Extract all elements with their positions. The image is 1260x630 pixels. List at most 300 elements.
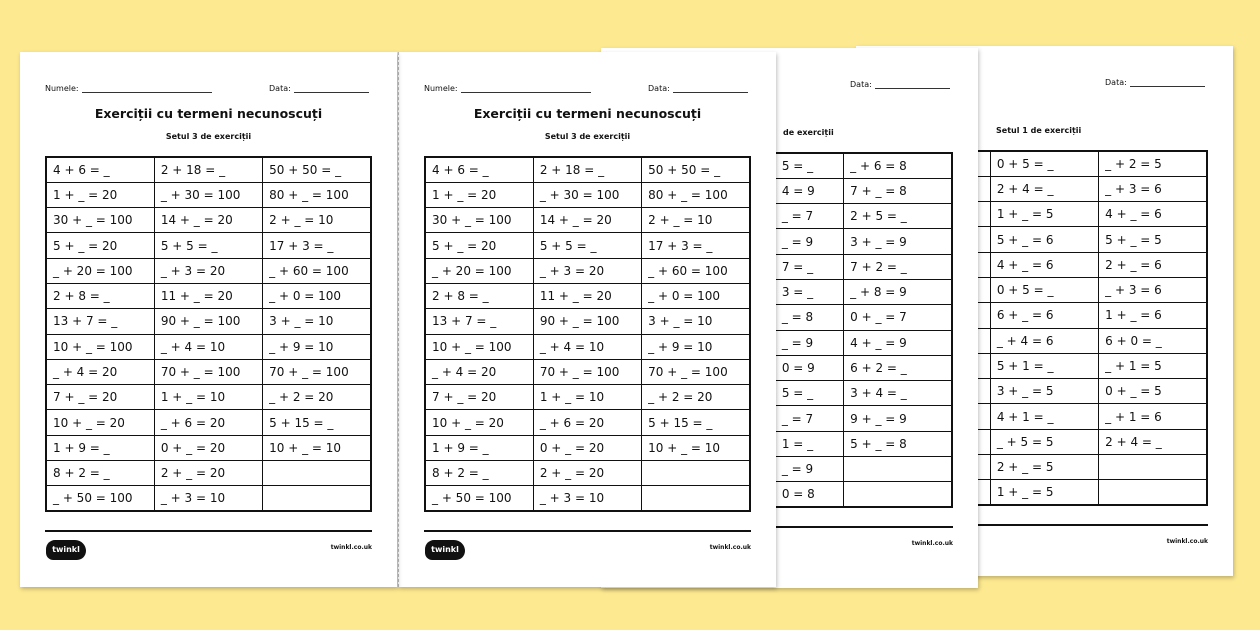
exercise-cell [990,303,1098,328]
exercise-row [425,385,750,410]
equation-text[interactable]: 4 + _ = 9 [850,335,907,350]
exercise-cell [425,334,533,359]
exercise-table [424,156,751,512]
equation-text[interactable]: _ + 2 = 20 [648,390,713,405]
exercise-cell [990,429,1098,454]
exercise-cell [844,406,952,431]
equation-text[interactable]: 5 + 15 = _ [648,415,713,430]
equation-text[interactable]: _ + 5 = 5 [996,434,1054,449]
exercise-table [45,156,372,512]
equation-text[interactable]: 1 + _ = 6 [1105,308,1162,323]
equation-text[interactable]: 3 = _ [781,285,814,300]
equation-text[interactable]: 10 + _ = 100 [432,339,512,354]
equation-text[interactable]: 7 + _ = 20 [53,390,118,405]
equation-text[interactable]: 30 + _ = 100 [432,213,512,228]
equation-text[interactable]: 5 = _ [781,158,814,173]
exercise-row [425,486,750,511]
equation-text[interactable]: 14 + _ = 20 [160,213,233,228]
exercise-cell [46,233,154,258]
equation-text[interactable]: 2 + 5 = _ [850,209,907,224]
equation-text[interactable]: _ + 9 = 10 [648,339,713,354]
equation-text[interactable]: 2 + 18 = _ [160,162,226,177]
equation-text[interactable]: 4 = 9 [781,183,815,198]
equation-text[interactable]: 6 + _ = 6 [996,308,1054,323]
exercise-cell [154,486,262,511]
equation-text[interactable]: 2 + _ = 20 [160,466,226,481]
exercise-cell [46,385,154,410]
equation-text[interactable]: _ + 0 = 100 [648,289,721,304]
equation-text[interactable]: _ + 20 = 100 [432,263,512,278]
exercise-cell [990,455,1098,480]
exercise-cell [990,277,1098,302]
equation-text[interactable]: _ + 4 = 20 [53,365,118,380]
exercise-cell [46,334,154,359]
equation-text[interactable]: 70 + _ = 100 [269,365,349,380]
equation-text[interactable]: _ + 30 = 100 [160,187,241,202]
date-field [1105,78,1205,87]
equation-text[interactable]: 1 + _ = 10 [539,390,605,405]
equation-text[interactable]: 1 + _ = 10 [160,390,226,405]
exercise-cell [154,283,262,308]
equation-text[interactable]: 17 + 3 = _ [648,238,713,253]
equation-text[interactable]: 6 + 2 = _ [850,361,907,376]
exercise-cell [425,309,533,334]
exercise-cell [46,486,154,511]
exercise-cell [844,204,952,229]
equation-text[interactable]: 4 + 1 = _ [996,409,1054,424]
equation-text[interactable]: _ + 0 = 100 [269,289,342,304]
equation-text[interactable]: _ = 7 [781,411,814,426]
exercise-cell [533,461,641,486]
exercise-cell [263,233,371,258]
worksheet-subtitle: de exerciții [783,128,834,137]
exercise-cell [263,309,371,334]
equation-text[interactable]: 1 + 9 = _ [53,440,110,455]
exercise-cell [533,258,641,283]
equation-text[interactable]: 0 + _ = 7 [850,310,907,325]
equation-text[interactable]: 70 + _ = 100 [648,365,728,380]
exercise-row [425,283,750,308]
exercise-cell [990,480,1098,505]
equation-text[interactable]: 70 + _ = 100 [160,365,241,380]
exercise-cell [844,381,952,406]
equation-text[interactable]: 7 + 2 = _ [850,259,907,274]
exercise-cell [1099,252,1207,277]
exercise-cell [425,208,533,233]
equation-text[interactable]: 11 + _ = 20 [539,289,612,304]
exercise-cell [46,435,154,460]
exercise-cell [642,283,750,308]
exercise-cell [154,461,262,486]
exercise-row [425,258,750,283]
exercise-cell [844,305,952,330]
exercise-cell [154,334,262,359]
equation-text[interactable]: _ + 3 = 20 [160,263,226,278]
date-field [850,80,950,89]
exercise-cell [642,182,750,207]
equation-text[interactable]: 0 + 5 = _ [996,283,1054,298]
equation-text[interactable]: 2 + _ = 5 [996,460,1054,475]
equation-text[interactable]: 3 + _ = 9 [850,234,907,249]
equation-text[interactable]: 7 + _ = 20 [432,390,497,405]
exercise-cell [263,486,371,511]
equation-text[interactable]: 3 + 4 = _ [850,386,907,401]
website-url: twinkl.co.uk [911,540,953,547]
exercise-row [46,233,371,258]
exercise-cell [844,330,952,355]
equation-text[interactable]: 50 + 50 = _ [648,162,721,177]
equation-text[interactable]: 5 + 15 = _ [269,415,334,430]
equation-text[interactable]: 2 + 8 = _ [53,289,110,304]
exercise-row [425,233,750,258]
equation-text[interactable]: _ = 9 [781,462,814,477]
exercise-row [46,410,371,435]
name-label: Numele: [45,84,79,93]
exercise-row [425,359,750,384]
exercise-cell [642,334,750,359]
equation-text[interactable]: 14 + _ = 20 [539,213,612,228]
exercise-cell [533,486,641,511]
equation-text[interactable]: _ + 3 = 10 [160,491,226,506]
exercise-cell [844,153,952,178]
exercise-cell [533,309,641,334]
equation-text[interactable]: 2 + 4 = _ [1105,434,1162,449]
exercise-cell [1099,176,1207,201]
exercise-cell [425,157,533,182]
equation-text[interactable]: _ + 4 = 10 [539,339,605,354]
equation-text[interactable]: 2 + 4 = _ [996,181,1054,196]
equation-text[interactable]: 5 + 1 = _ [996,359,1054,374]
twinkl-logo: twinkl [46,540,86,560]
footer-divider [424,530,751,532]
equation-text[interactable]: 11 + _ = 20 [160,289,233,304]
website-url: twinkl.co.uk [709,544,751,551]
equation-text[interactable]: _ = 7 [781,209,814,224]
exercise-cell [844,431,952,456]
exercise-row [46,486,371,511]
exercise-cell [642,208,750,233]
exercise-cell [844,457,952,482]
exercise-row [425,435,750,460]
equation-text[interactable]: 0 + 5 = _ [996,156,1054,171]
exercise-cell [46,258,154,283]
exercise-cell [154,359,262,384]
worksheet-header [424,84,751,96]
equation-text[interactable]: 90 + _ = 100 [539,314,620,329]
exercise-cell [1099,429,1207,454]
exercise-row [46,208,371,233]
equation-text[interactable]: 13 + 7 = _ [432,314,497,329]
date-label: Data: [648,84,670,93]
exercise-cell [263,334,371,359]
exercise-row [425,182,750,207]
equation-text[interactable]: 5 + _ = 8 [850,436,907,451]
exercise-row [46,435,371,460]
equation-text[interactable]: 2 + _ = 10 [269,213,334,228]
equation-text[interactable]: 1 + _ = 20 [53,187,118,202]
equation-text[interactable]: _ + 3 = 6 [1105,283,1162,298]
exercise-cell [533,385,641,410]
exercise-cell [46,461,154,486]
equation-text[interactable]: 5 = _ [781,386,814,401]
exercise-cell [990,202,1098,227]
equation-text[interactable]: 1 + _ = 20 [432,187,497,202]
equation-text[interactable]: 30 + _ = 100 [53,213,133,228]
exercise-row [425,157,750,182]
exercise-cell [1099,303,1207,328]
equation-text[interactable]: 10 + _ = 10 [269,440,342,455]
equation-text[interactable]: 3 + _ = 10 [269,314,334,329]
exercise-row [425,334,750,359]
exercise-row [425,309,750,334]
exercise-cell [263,435,371,460]
exercise-cell [425,258,533,283]
exercise-cell [425,233,533,258]
equation-text[interactable]: 0 = 9 [781,361,815,376]
equation-text[interactable]: 0 + _ = 20 [539,440,605,455]
exercise-cell [46,359,154,384]
exercise-cell [46,309,154,334]
equation-text[interactable]: _ + 2 = 5 [1105,156,1162,171]
equation-text[interactable]: _ + 3 = 10 [539,491,605,506]
exercise-cell [990,252,1098,277]
exercise-cell [990,379,1098,404]
equation-text[interactable]: 2 + _ = 6 [1105,257,1162,272]
equation-text[interactable]: 70 + _ = 100 [539,365,620,380]
equation-text[interactable]: 0 + _ = 5 [1105,384,1162,399]
exercise-cell [533,233,641,258]
equation-text[interactable]: 1 + _ = 5 [996,485,1054,500]
equation-text[interactable]: _ + 3 = 20 [539,263,605,278]
equation-text[interactable]: 2 + _ = 20 [539,466,605,481]
equation-text[interactable]: _ = 8 [781,310,814,325]
exercise-cell [46,208,154,233]
exercise-cell [1099,227,1207,252]
exercise-cell [46,182,154,207]
equation-text[interactable]: _ + 60 = 100 [648,263,728,278]
equation-text[interactable]: 5 + _ = 6 [996,232,1054,247]
equation-text[interactable]: _ + 8 = 9 [850,285,907,300]
exercise-cell [642,486,750,511]
name-line [82,84,212,93]
equation-text[interactable]: _ + 1 = 6 [1105,409,1162,424]
exercise-cell [263,208,371,233]
equation-text[interactable]: 7 = _ [781,259,814,274]
exercise-cell [1099,480,1207,505]
equation-text[interactable]: 9 + _ = 9 [850,411,907,426]
exercise-cell [263,157,371,182]
exercise-cell [263,182,371,207]
equation-text[interactable]: 80 + _ = 100 [269,187,349,202]
exercise-row [46,258,371,283]
equation-text[interactable]: _ + 6 = 8 [850,158,907,173]
worksheet-page [20,52,397,587]
exercise-cell [642,359,750,384]
name-field [45,84,212,93]
exercise-cell [990,227,1098,252]
exercise-row [425,208,750,233]
exercise-cell [844,279,952,304]
date-label: Data: [269,84,291,93]
equation-text[interactable]: 5 + 5 = _ [539,238,597,253]
exercise-cell [154,435,262,460]
equation-text[interactable]: 3 + _ = 10 [648,314,713,329]
name-line [461,84,591,93]
equation-text[interactable]: 4 + 6 = _ [53,162,110,177]
exercise-cell [1099,404,1207,429]
equation-text[interactable]: _ + 4 = 20 [432,365,497,380]
exercise-cell [990,353,1098,378]
equation-text[interactable]: 6 + 0 = _ [1105,333,1162,348]
equation-text[interactable]: _ + 50 = 100 [53,491,133,506]
equation-text[interactable]: 1 + 9 = _ [432,440,489,455]
exercise-cell [154,233,262,258]
exercise-cell [425,385,533,410]
exercise-row [46,461,371,486]
exercise-cell [1099,353,1207,378]
date-field [648,84,748,93]
exercise-cell [425,182,533,207]
worksheet-header [45,84,372,96]
equation-text[interactable]: 50 + 50 = _ [269,162,342,177]
equation-text[interactable]: 2 + 18 = _ [539,162,605,177]
exercise-cell [425,283,533,308]
equation-text[interactable]: 7 + _ = 8 [850,183,907,198]
equation-text[interactable]: 2 + 8 = _ [432,289,489,304]
exercise-cell [1099,379,1207,404]
equation-text[interactable]: _ = 9 [781,335,814,350]
exercise-row [46,334,371,359]
date-line [673,84,748,93]
equation-text[interactable]: 17 + 3 = _ [269,238,334,253]
equation-text[interactable]: 5 + _ = 20 [53,238,118,253]
exercise-cell [533,208,641,233]
equation-text[interactable]: 0 = 8 [781,487,815,502]
equation-text[interactable]: _ + 30 = 100 [539,187,620,202]
equation-text[interactable]: _ + 4 = 6 [996,333,1054,348]
exercise-cell [990,328,1098,353]
equation-text[interactable]: 3 + _ = 5 [996,384,1054,399]
exercise-cell [263,359,371,384]
exercise-cell [263,410,371,435]
equation-text[interactable]: 90 + _ = 100 [160,314,241,329]
worksheet-subtitle: Setul 3 de exerciții [544,132,631,141]
exercise-cell [844,254,952,279]
exercise-cell [844,482,952,507]
equation-text[interactable]: 1 = _ [781,436,814,451]
exercise-cell [1099,328,1207,353]
exercise-cell [425,359,533,384]
equation-text[interactable]: _ + 1 = 5 [1105,359,1162,374]
exercise-cell [154,258,262,283]
equation-text[interactable]: 1 + _ = 5 [996,207,1054,222]
date-line [1130,78,1205,87]
exercise-cell [154,182,262,207]
equation-text[interactable]: _ = 9 [781,234,814,249]
exercise-cell [154,157,262,182]
date-field [269,84,369,93]
exercise-row [46,309,371,334]
equation-text[interactable]: _ + 50 = 100 [432,491,512,506]
exercise-row [46,182,371,207]
worksheet-title: Exerciții cu termeni necunoscuți [94,106,323,121]
exercise-row [46,385,371,410]
equation-text[interactable]: 8 + 2 = _ [432,466,489,481]
exercise-cell [642,309,750,334]
exercise-cell [154,385,262,410]
exercise-cell [533,182,641,207]
exercise-cell [154,410,262,435]
exercise-cell [533,410,641,435]
equation-text[interactable]: 2 + _ = 10 [648,213,713,228]
date-label: Data: [1105,78,1127,87]
equation-text[interactable]: 8 + 2 = _ [53,466,110,481]
exercise-cell [263,283,371,308]
exercise-row [46,359,371,384]
exercise-cell [263,258,371,283]
exercise-cell [642,461,750,486]
equation-text[interactable]: _ + 6 = 20 [160,415,226,430]
equation-text[interactable]: 4 + 6 = _ [432,162,489,177]
exercise-cell [844,178,952,203]
exercise-cell [425,410,533,435]
equation-text[interactable]: 5 + _ = 5 [1105,232,1162,247]
equation-text[interactable]: 80 + _ = 100 [648,187,728,202]
exercise-row [46,283,371,308]
footer-divider [45,530,372,532]
date-line [875,80,950,89]
exercise-cell [642,385,750,410]
exercise-cell [990,404,1098,429]
equation-text[interactable]: 0 + _ = 20 [160,440,226,455]
equation-text[interactable]: 10 + _ = 20 [53,415,125,430]
exercise-cell [1099,202,1207,227]
equation-text[interactable]: _ + 20 = 100 [53,263,133,278]
exercise-cell [263,385,371,410]
exercise-cell [1099,151,1207,176]
website-url: twinkl.co.uk [330,544,372,551]
equation-text[interactable]: 10 + _ = 10 [648,440,721,455]
exercise-cell [46,410,154,435]
equation-text[interactable]: _ + 60 = 100 [269,263,349,278]
exercise-cell [154,309,262,334]
equation-text[interactable]: _ + 4 = 10 [160,339,226,354]
equation-text[interactable]: _ + 3 = 6 [1105,181,1162,196]
exercise-cell [990,151,1098,176]
equation-text[interactable]: 4 + _ = 6 [1105,207,1162,222]
worksheet-subtitle: Setul 1 de exerciții [996,126,1082,135]
exercise-cell [533,157,641,182]
website-url: twinkl.co.uk [1166,538,1208,545]
equation-text[interactable]: 4 + _ = 6 [996,257,1054,272]
equation-text[interactable]: _ + 9 = 10 [269,339,334,354]
equation-text[interactable]: _ + 6 = 20 [539,415,605,430]
equation-text[interactable]: 5 + 5 = _ [160,238,218,253]
equation-text[interactable]: 10 + _ = 20 [432,415,504,430]
exercise-cell [533,435,641,460]
equation-text[interactable]: 10 + _ = 100 [53,339,133,354]
worksheet-subtitle: Setul 3 de exerciții [165,132,252,141]
name-field [424,84,591,93]
equation-text[interactable]: _ + 2 = 20 [269,390,334,405]
equation-text[interactable]: 13 + 7 = _ [53,314,118,329]
exercise-cell [990,176,1098,201]
equation-text[interactable]: 5 + _ = 20 [432,238,497,253]
exercise-row [46,157,371,182]
exercise-cell [642,435,750,460]
date-line [294,84,369,93]
exercise-cell [263,461,371,486]
